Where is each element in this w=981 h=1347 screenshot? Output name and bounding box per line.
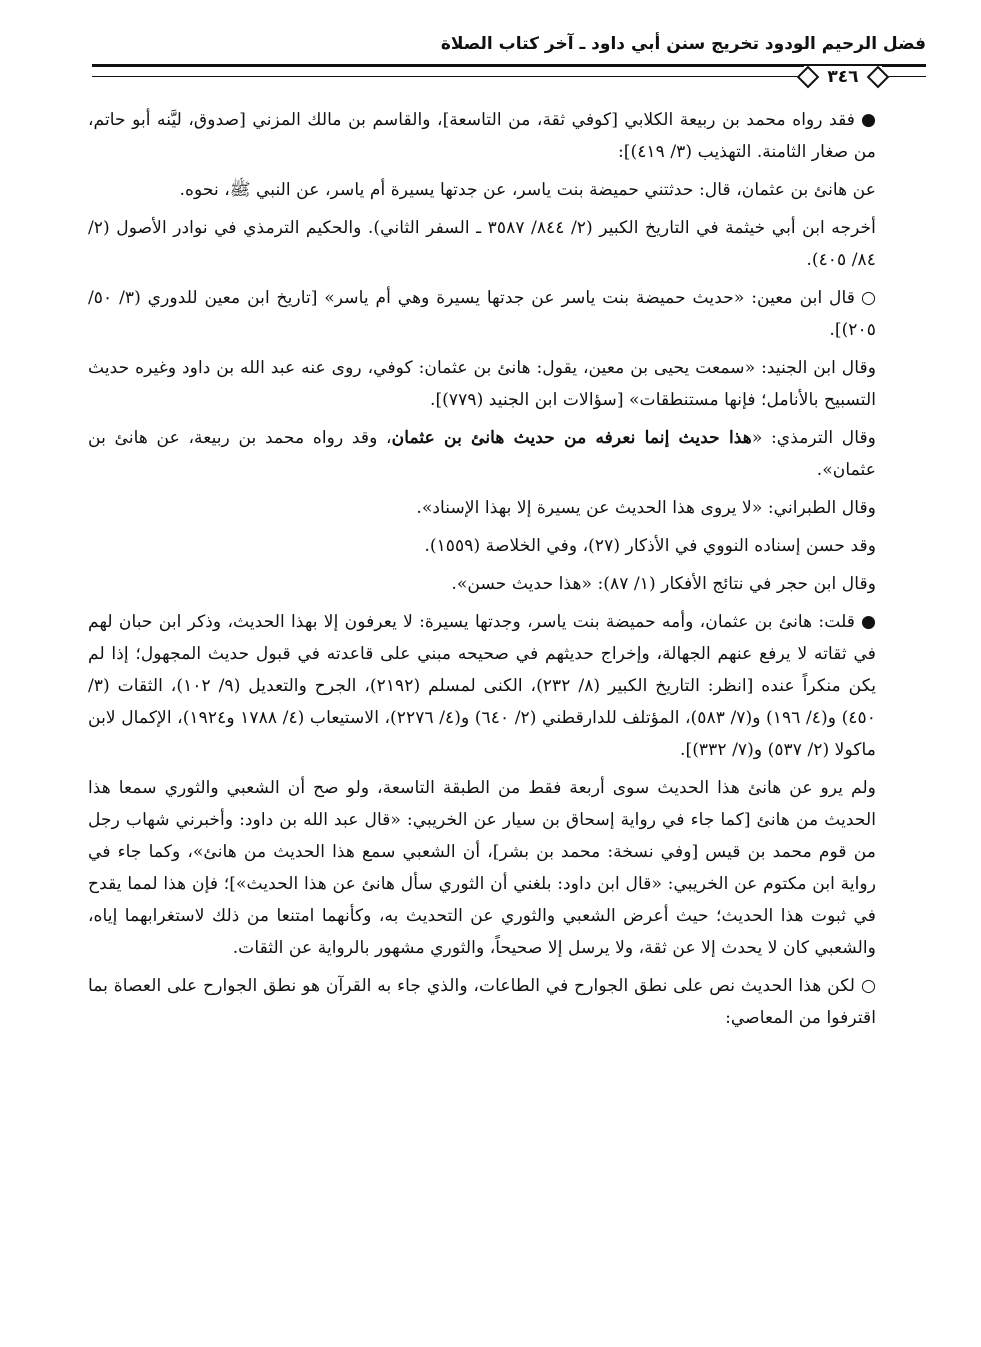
paragraph-narrators-text: فقد رواه محمد بن ربيعة الكلابي [كوفي ثقة، من التاسعة]، والقاسم بن مالك المزني [صدوق، ليَّنه أبو حاتم، من صغار الثامنة. التهذيب (٣/ ٤١٩)]: [88, 110, 876, 162]
tirmidhi-rest: ، وقد رواه محمد بن ربيعة، عن هانئ بن عثمان». [88, 428, 876, 480]
paragraph-narrators [88, 104, 914, 168]
paragraph-narration-analysis: ولم يرو عن هانئ هذا الحديث سوى أربعة فقط من الطبقة التاسعة، ولو صح أن الشعبي والثوري سمعا هذا الحديث من هانئ [كما جاء في رواية إسحاق بن سيار عن الخريبي: «قال عبد الله بن داود: وأخبرني شهاب رجل من قوم محمد بن قيس [وفي نسخة: محمد بن بشر]، أن الشعبي سمع هذا الحديث من هانئ»، وكما جاء في رواية ابن مكتوم عن الخريبي: «قال ابن داود: بلغني أن الثوري سأل هانئ عن هذا الحديث»]؛ فإن هذا لمما يقدح في ثبوت هذا الحديث؛ حيث أعرض الشعبي والثوري عن التحديث به، وكأنهما امتنعا من ذلك لاستغرابهما إياه، والشعبي كان لا يحدث إلا عن ثقة، ولا يرسل إلا صحيحاً، والثوري مشهور بالرواية عن الثقات. [88, 778, 876, 958]
paragraph-author-note [88, 606, 914, 766]
paragraph-ibn-maeen-text: قال ابن معين: «حديث حميضة بنت ياسر عن جدتها يسيرة وهي أم ياسر» [تاريخ ابن معين للدوري (٣/ ٥٠/ ٢٠٥)]. [88, 288, 876, 340]
paragraph-nawawi: وقد حسن إسناده النووي في الأذكار (٢٧)، وفي الخلاصة (١٥٥٩). [424, 536, 876, 556]
circle-bullet-icon: ○ [861, 288, 876, 308]
paragraph-conclusion [88, 970, 914, 1034]
running-title: فضل الرحيم الودود تخريج سنن أبي داود ـ آخر كتاب الصلاة [440, 34, 926, 54]
circle-bullet-icon: ○ [861, 976, 876, 996]
header-rule-thin-right [886, 76, 926, 77]
paragraph-tabarani: وقال الطبراني: «لا يروى هذا الحديث عن يسيرة إلا بهذا الإسناد». [416, 498, 876, 518]
paragraph-author-note-text: قلت: هانئ بن عثمان، وأمه حميضة بنت ياسر، وجدتها يسيرة: لا يعرفون إلا بهذا الحديث، وذكر ابن حبان لهم في ثقاته لا يرفع عنهم الجهالة، وإخراج حديثهم في صحيحه مبني على قاعدته في قبول حديث المجهول؛ إذا لم يكن منكراً عنده [انظر: التاريخ الكبير (٨/ ٢٣٢)، الكنى لمسلم (٢١٩٢)، الجرح والتعديل (٩/ ١٠٢)، الثقات (٣/ ٤٥٠) و(٤/ ١٩٦) و(٧/ ٥٨٣)، المؤتلف للدارقطني (٢/ ٦٤٠) و(٤/ ٢٢٧٦)، الاستيعاب (٤/ ١٧٨٨ و١٩٢٤)، الإكمال لابن ماكولا (٢/ ٥٣٧) و(٧/ ٣٣٢)]. [88, 612, 876, 760]
page-header [92, 30, 926, 90]
paragraph-takhrij: أخرجه ابن أبي خيثمة في التاريخ الكبير (٢/ ٨٤٤/ ٣٥٨٧ ـ السفر الثاني). والحكيم الترمذي في نوادر الأصول (٢/ ٨٤/ ٤٠٥). [88, 218, 876, 270]
header-rule-thin-left [92, 76, 802, 77]
page-number: ٣٤٦ [823, 67, 862, 87]
paragraph-ibn-junaid: وقال ابن الجنيد: «سمعت يحيى بن معين، يقول: هانئ بن عثمان: كوفي، روى عنه عبد الله بن داود وغيره حديث التسبيح بالأنامل؛ فإنها مستنطقات» [سؤالات ابن الجنيد (٧٧٩)]. [88, 358, 876, 410]
bullet-icon: ● [861, 612, 876, 632]
paragraph-ibn-hajar: وقال ابن حجر في نتائج الأفكار (١/ ٨٧): «هذا حديث حسن». [451, 574, 876, 594]
page-number-badge [804, 66, 882, 88]
paragraph-chain: عن هانئ بن عثمان، قال: حدثتني حميضة بنت ياسر، عن جدتها يسيرة أم ياسر، عن النبي ﷺ، نحوه. [179, 180, 876, 200]
tirmidhi-intro: وقال الترمذي: « [751, 428, 876, 448]
tirmidhi-bold-quote: هذا حديث إنما نعرفه من حديث هانئ بن عثمان [391, 428, 752, 448]
paragraph-conclusion-text: لكن هذا الحديث نص على نطق الجوارح في الطاعات، والذي جاء به القرآن هو نطق الجوارح على العصاة بما اقترفوا من المعاصي: [88, 976, 876, 1028]
paragraph-tirmidhi [88, 422, 914, 486]
paragraph-ibn-maeen [88, 282, 914, 346]
header-rule-thick [92, 64, 926, 67]
main-text [88, 104, 914, 1040]
bullet-icon: ● [861, 110, 876, 130]
